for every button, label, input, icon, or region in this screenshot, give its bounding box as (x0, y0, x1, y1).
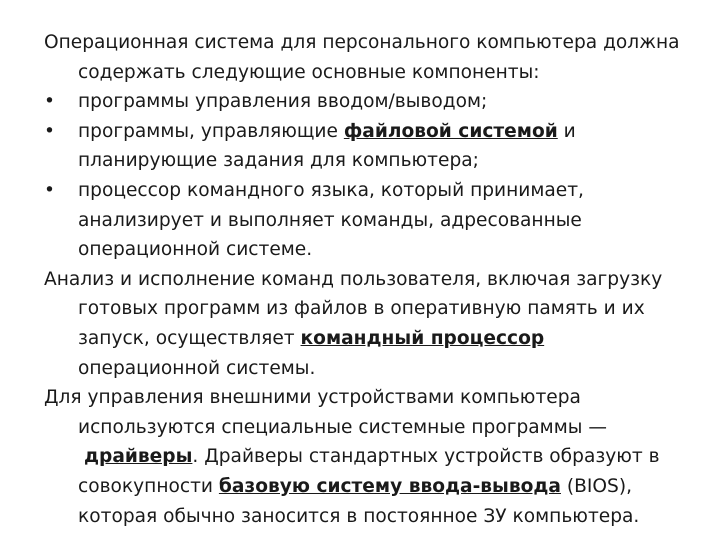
bullet-item-command-processor (44, 176, 684, 265)
paragraph-drivers (44, 383, 684, 531)
bullet-text: процессор командного языка, который принимает, анализирует и выполняет команды, адресованные операционной системе. (78, 179, 584, 261)
bullet-text: программы управления вводом/выводом; (78, 91, 488, 113)
term-drivers: драйверы (84, 446, 193, 468)
paragraph-text-middle: . Драйверы стандартных устройств образуют в совокупности (78, 446, 660, 497)
bullet-text-after: и планирующие задания для компьютера; (78, 120, 576, 172)
bullet-item-io-programs (44, 87, 684, 117)
bullet-item-file-system (44, 117, 684, 176)
bullet-text-before: программы, управляющие (78, 120, 344, 142)
paragraph-os-components: Операционная система для персонального компьютера должна содержать следующие основные компоненты: (44, 32, 680, 83)
paragraph-text-after: (BIOS), которая обычно заносится в постоянное ЗУ компьютера. (78, 475, 640, 527)
bullet-marker: • (44, 91, 55, 113)
bullet-marker: • (44, 120, 55, 142)
term-file-system: файловой системой (343, 120, 558, 142)
paragraph-command-analysis (44, 265, 684, 383)
term-bios: базовую систему ввода-вывода (218, 475, 561, 497)
slide-content (44, 28, 684, 528)
bullet-marker: • (44, 179, 55, 201)
term-command-processor: командный процессор (300, 327, 545, 349)
paragraph-text-after: операционной системы. (78, 357, 316, 379)
paragraph-text-before: Для управления внешними устройствами компьютера используются специальные системные программы — (44, 387, 607, 438)
paragraph-text-before: Анализ и исполнение команд пользователя, включая загрузку готовых программ из файлов в оперативную память и их запуск, осуществляет (44, 268, 663, 349)
